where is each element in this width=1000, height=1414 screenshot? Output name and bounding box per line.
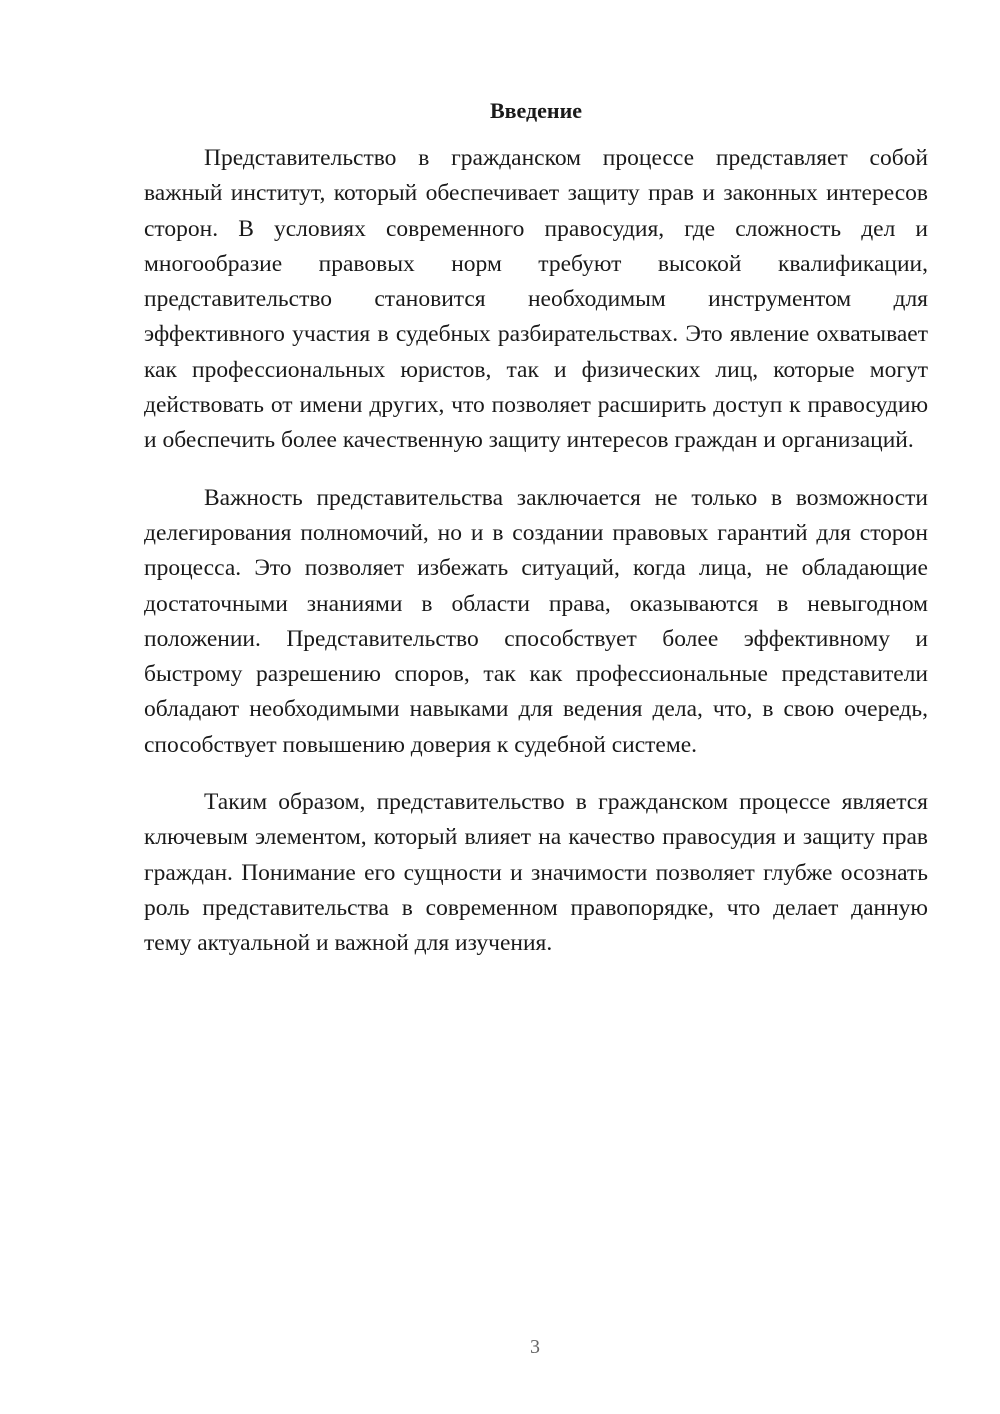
- paragraph-2: Важность представительства заключается не только в возможности делегирования полномочий, но и в создании правовых гарантий для сторон процесса. Это позволяет избежать ситуаций, когда лица, не обладающие достаточными знаниями в области права, оказываются в невыгодном положении. Представительство способствует более эффективному и быстрому разрешению споров, так как профессиональные представители обладают необходимыми навыками для ведения дела, что, в свою очередь, способствует повышению доверия к судебной системе.: [144, 484, 928, 758]
- paragraph-1: Представительство в гражданском процессе представляет собой важный институт, который обеспечивает защиту прав и законных интересов сторон. В условиях современного правосудия, где сложность дел и многообразие правовых норм требуют высокой квалификации, представительство становится необходимым инструментом для эффективного участия в судебных разбирательствах. Это явление охватывает как профессиональных юристов, так и физических лиц, которые могут действовать от имени других, что позволяет расширить доступ к правосудию и обеспечить более качественную защиту интересов граждан и организаций.: [144, 145, 928, 454]
- document-body: [144, 141, 928, 984]
- paragraph-3: Таким образом, представительство в гражданском процессе является ключевым элементом, который влияет на качество правосудия и защиту прав граждан. Понимание его сущности и значимости позволяет глубже осознать роль представительства в современном правопорядке, что делает данную тему актуальной и важной для изучения.: [144, 789, 928, 957]
- page-number: 3: [530, 1336, 540, 1358]
- page-title: Введение: [489, 98, 583, 123]
